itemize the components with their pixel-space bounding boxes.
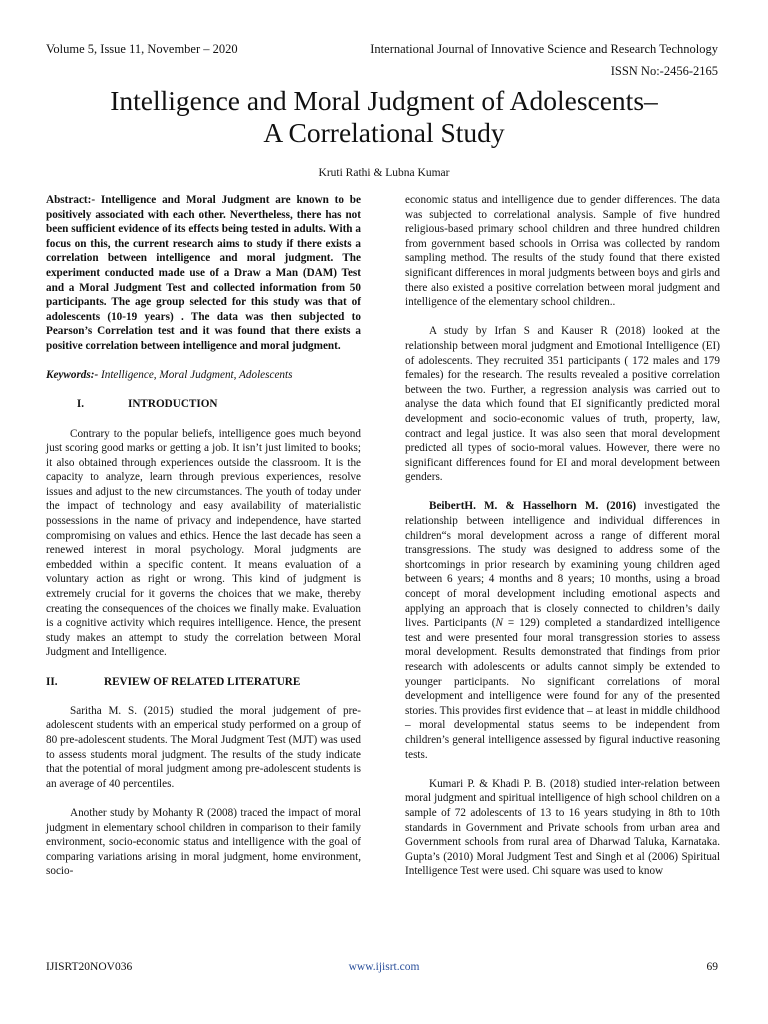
authors: Kruti Rathi & Lubna Kumar bbox=[318, 167, 450, 179]
paragraph-beibert bbox=[405, 499, 720, 762]
citation-beibert: BeibertH. M. & Hasselhorn M. (2016) bbox=[429, 500, 637, 513]
section-heading-introduction bbox=[46, 397, 361, 412]
abstract: Abstract:- Intelligence and Moral Judgment are known to be positively associated with each other. Nevertheless, there has not been sufficient evidence of its effects being tested in adults. With a focus on this, the current research aims to study if there exists a correlation between intelligence and moral judgment. The experiment conducted made use of a Draw a Man (DAM) Test and a Moral Judgment Test and collected information from 50 participants. The age group selected for this study was that of adolescents (10-19 years) . The data was then subjected to Pearson’s Correlation test and it was found that there exists a positive correlation between intelligence and moral judgment. bbox=[46, 194, 361, 352]
paragraph-kumari: Kumari P. & Khadi P. B. (2018) studied inter-relation between moral judgment and spiritual intelligence of high school children on a sample of 72 adolescents of 13 to 16 years studying in 8th to 10th standards in Government and Private schools from urban area and Government schools from rural area of Dharwad Taluka, Karnataka. Gupta’s (2010) Moral Judgment Test and Singh et al (2006) Spiritual Intelligence Test were used. Chi square was used to know bbox=[405, 777, 720, 878]
paragraph-introduction: Contrary to the popular beliefs, intelligence goes much beyond just scoring good marks or getting a job. It isn’t just limited to books; it also obtained through experiences outside the classroom. It is the capacity to analyze, learn through previous experiences, resolve issues and adjust to the new circumstances. The youth of today under the impact of technology and easy availability of materialistic possessions in the name of privacy and independence, have started compromising on values and ethics. Hence the last decade has seen a renewed interest in moral psychology. Moral judgments are embedded within a specific content. It means evaluation of a voluntary action as right or wrong. This kind of judgment is extremely crucial for it governs the choices that we make, thereby creating the consequences of the choices we finally make. Evaluation is a cognitive activity which requires intelligence. Hence, the present study makes an attempt to study the correlation between Moral Judgment and Intelligence. bbox=[46, 427, 361, 659]
beibert-n-symbol: N bbox=[495, 617, 503, 630]
keywords-text: Intelligence, Moral Judgment, Adolescents bbox=[101, 369, 293, 382]
section-heading-review bbox=[46, 675, 361, 690]
paper-title bbox=[0, 85, 768, 149]
paragraph-mohanty: Another study by Mohanty R (2008) traced the impact of moral judgment in elementary school children in comparison to their family environment, socio-economic status and intelligence with the goal of comparing variations arising in moral judgment, home environment, socio- bbox=[46, 806, 361, 878]
right-column bbox=[405, 193, 720, 879]
section-title: REVIEW OF RELATED LITERATURE bbox=[104, 675, 301, 688]
section-title: INTRODUCTION bbox=[128, 398, 218, 411]
title-line-1: Intelligence and Moral Judgment of Adolescents– bbox=[110, 85, 658, 116]
header-journal: International Journal of Innovative Science and Research Technology bbox=[370, 42, 718, 56]
paragraph-mohanty-continued: economic status and intelligence due to gender differences. The data was subjected to correlational analysis. Sample of five hundred religious-based primary school children and three hundred children from government based schools in Orrisa was collected by random sampling method. The results of the study found that there existed significant differences in moral judgments between boys and girls and there also existed a positive correlation between moral judgment and intelligence of the elementary school children.. bbox=[405, 194, 720, 309]
header-volume: Volume 5, Issue 11, November – 2020 bbox=[46, 42, 238, 56]
section-number: II. bbox=[46, 675, 58, 688]
beibert-text-a: investigated the relationship between intelligence and individual differences in children“s moral development across a range of different moral transgressions. The study was designed to address some of the shortcomings in prior research by examining young children aged between 6 years; 4 months and 8 years; 10 months, using a broad concept of moral development including emotional aspects and applying an approach that is closely connected to children’s daily lives. Participants ( bbox=[405, 500, 720, 630]
keywords bbox=[46, 368, 361, 383]
footer-paper-id: IJISRT20NOV036 bbox=[46, 961, 133, 973]
left-column bbox=[46, 193, 361, 879]
footer-page-number: 69 bbox=[706, 961, 718, 973]
paragraph-irfan: A study by Irfan S and Kauser R (2018) looked at the relationship between moral judgment and Emotional Intelligence (EI) of adolescents. They recruited 351 participants ( 172 males and 179 females) for the research. The results revealed a positive correlation between the two. Further, a regression analysis was carried out to analyse the data which found that EI significantly predicted moral development and socio-economic values of truth, property, law, contract and legal justice. It was also seen that moral development predicted all types of socio-moral values. However, there were no significant differences found for EI and moral development between genders. bbox=[405, 325, 720, 484]
header-issn: ISSN No:-2456-2165 bbox=[610, 64, 718, 78]
paragraph-saritha: Saritha M. S. (2015) studied the moral judgement of pre-adolescent students with an emperical study performed on a group of 80 pre-adolescent students. The Moral Judgment Test (MJT) was used to assess students moral judgment. The results of the study indicate that the potential of moral judgment among pre-adolescent students is an average of 40 percentiles. bbox=[46, 704, 361, 790]
section-number: I. bbox=[76, 398, 84, 411]
footer-url-link[interactable]: www.ijisrt.com bbox=[348, 961, 420, 973]
title-line-2: A Correlational Study bbox=[263, 117, 505, 148]
keywords-label: Keywords:- bbox=[46, 369, 99, 382]
beibert-text-b: = 129) completed a standardized intelligence test and were presented four moral transgression stories to assess moral development. Results demonstrated that findings from prior research with adolescents or adults cannot simply be extended to younger participants. No significant correlations of moral development and intelligence were found for any of the presented stories. This provides first evidence that – at least in middle childhood – moral developmental status seems to be independent from children’s general intelligence assessed by figural inductive reasoning tests. bbox=[405, 617, 720, 761]
